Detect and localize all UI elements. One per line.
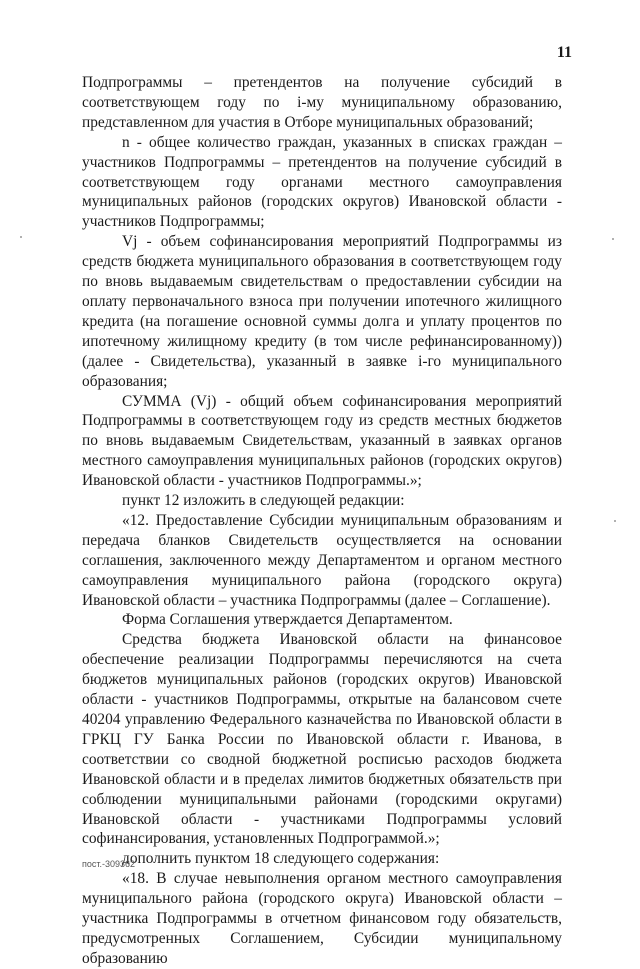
paragraph-budget-funds: Средства бюджета Ивановской области на финансовое обеспечение реализации Подпрограммы перечисляются на счета бюджетов муниципальных районов (городских округов) Ивановской области - участников Подпрограммы, открытые на балансовом счете 40204 управлению Федерального казначейства по Ивановской области в ГРКЦ ГУ Банка России по Ивановской области г. Иванова, в соответствии со сводной бюджетной росписью расходов бюджета Ивановской области и в пределах лимитов бюджетных обязательств при соблюдении муниципальными районами (городскими округами) Ивановской области - участниками Подпрограммы условий софинансирования, установленных Подпрограммой.»; (82, 631, 562, 848)
paragraph-add-point-18: дополнить пунктом 18 следующего содержания: (122, 850, 440, 868)
paragraph-n-definition: n - общее количество граждан, указанных в списках граждан – участников Подпрограммы – претендентов на получение субсидий в соответствующем году органами местного самоуправления муниципальных районов (городских округов) Ивановской области - участников Подпрограммы; (82, 133, 562, 231)
paragraph-summa-definition: СУММА (Vj) - общий объем софинансирования мероприятий Подпрограммы в соответствующем году из средств местных бюджетов по вновь выдаваемым Свидетельствам, указанный в заявках органов местного самоуправления муниципальных районов (городских округов) Ивановской области - участников Подпрограммы.»; (82, 392, 562, 490)
paragraph-vj-definition: Vj - объем софинансирования мероприятий Подпрограммы из средств бюджета муниципального образования в соответствующем году по вновь выдаваемым свидетельствам о предоставлении субсидии на оплату первоначального взноса при получении ипотечного жилищного кредита (на погашение основной суммы долга и уплату процентов по ипотечному жилищному кредиту (в том числе рефинансированному)) (далее - Свидетельства), указанный в заявке i-го муниципального образования; (82, 233, 562, 390)
scan-artifact (614, 520, 616, 522)
paragraph-amend-point-12: пункт 12 изложить в следующей редакции: (122, 492, 405, 510)
scan-artifact (20, 236, 22, 238)
paragraph-agreement-form: Форма Соглашения утверждается Департаментом. (122, 611, 453, 629)
paragraph-point-18: «18. В случае невыполнения органом местного самоуправления муниципального района (городского округа) Ивановской области – участника Подпрограммы в отчетном финансовом году обязательств, предусмотренных Соглашением, Субсидии муниципальному образованию (82, 870, 562, 967)
paragraph-point-12: «12. Предоставление Субсидии муниципальным образованиям и передача бланков Свидетельств осуществляется на основании соглашения, заключенного между Департаментом и органом местного самоуправления муниципального района (городского округа) Ивановской области – участника Подпрограммы (далее – Соглашение). (82, 511, 562, 609)
paragraph-continuation: Подпрограммы – претендентов на получение субсидий в соответствующем году по i-му муниципальному образованию, представленном для участия в Отборе муниципальных образований; (82, 74, 562, 131)
document-body (82, 73, 562, 969)
scan-artifact (612, 238, 614, 240)
document-footer-code: пост.-309362 (82, 859, 136, 869)
page-number: 11 (556, 44, 572, 61)
